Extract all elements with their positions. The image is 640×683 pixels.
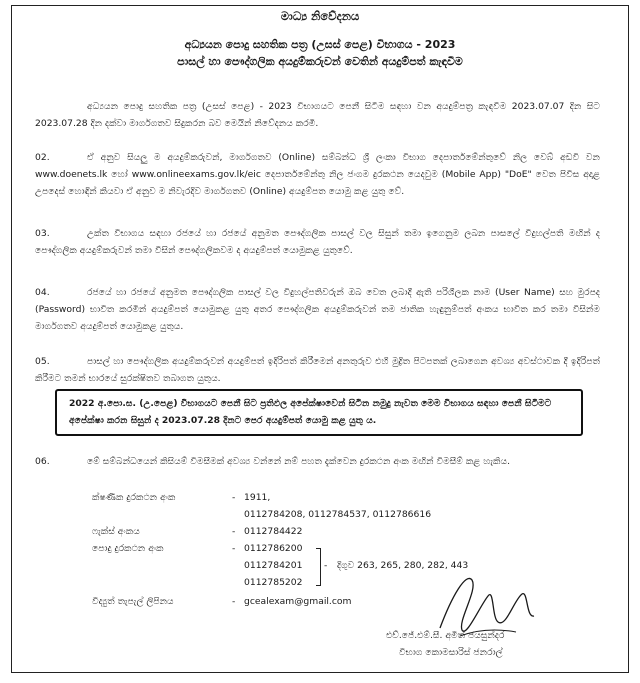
paragraph-03 [35,225,600,259]
paragraph-02 [35,149,600,200]
fax-label: ෆැක්ස් අංකය [92,526,140,537]
paragraph-06-number: 06. [35,456,50,467]
paragraph-03-text: උක්ත විභාගය සඳහා රජයේ හා රජයේ අනුමත පෞද්ගලික පාසල් වල සිසුන් තමා ඉගෙනුම ලබන පාසලේ විදුහල්පති මඟින් ද පෞද්ගලික අයදුම්කරුවන් තමා විසින් පෞද්ගලිකවම ද අයදුම්පත් යොමුකළ යුතුවේ. [35,228,600,256]
paragraph-04 [35,284,600,335]
hotline-numbers: 0112784208, 0112784537, 0112786616 [244,509,432,520]
general-phone-dash: - [232,543,236,554]
highlighted-notice-box [55,389,583,436]
hotline-dash: - [232,492,236,503]
general-phone-3: 0112785202 [244,577,303,588]
hotline-label: ක්ෂණික දුරකථන අංක [92,492,176,503]
paragraph-02-number: 02. [35,152,50,163]
document-title: මාධ්‍ය නිවේදනය [280,9,360,23]
paragraph-04-number: 04. [35,287,50,298]
extension-numbers: දිගුව 263, 265, 280, 282, 443 [337,560,469,571]
paragraph-01-text: අධ්‍යයන පොදු සහතික පත්‍ර (උසස් පෙළ) - 2023 විභාගයට පෙනී සිටීම සඳහා වන අයදුම්පත්‍ර කැඳවීම 2023.07.07 දින සිට 2023.07.28 දින දක්වා මාර්ගගතව සිදුකරන බව මෙයින් නිවේදනය කරමි. [35,101,600,129]
paragraph-05-number: 05. [35,356,50,367]
email-address: gcealexam@gmail.com [244,596,352,607]
paragraph-05-text: පාසල් හා පෞද්ගලික අයදුම්කරුවන් අයදුම්පත් ඉදිරිපත් කිරීමෙන් අනතුරුව එහි මුද්‍රිත පිටපතක් ලබාගෙන අවශ්‍ය අවස්ථාවක දී ඉදිරිපත් කිරීමට තමන් භාරයේ සුරක්ෂිතව තබාගත යුතුය. [35,356,600,384]
email-dash: - [232,596,236,607]
paragraph-05 [35,353,600,387]
notice-text: 2022 අ.පො.ස. (උ.පෙළ) විභාගයට පෙනී සිට ප්‍රතිඵල අපේක්ෂාවෙන් සිටින නමුදු නැවත මෙම විභාගය සඳහා පෙනී සිටීමට අපේක්ෂා කරන සිසුන් ද 2023.07.28 දිනට පෙර අයදුම්පත් යොමු කළ යුතු ය. [69,398,552,426]
press-release-document [11,5,629,673]
phone-group-bracket [316,548,321,586]
paragraph-01 [35,98,600,132]
paragraph-06-text: මේ සම්බන්ධයෙන් කිසියම් විමසීමක් අවශ්‍ය වන්නේ නම් පහත දැක්වෙන දුරකථන අංක මඟින් විමසීම් කළ හැකිය. [87,456,510,467]
email-label: විද්‍යුත් තැපැල් ලිපිනය [92,596,174,607]
hotline-number: 1911, [244,492,271,503]
signatory-name: එච්.ජේ.එම්.සී. අමිත් ජයසුන්දර [386,630,505,641]
paragraph-04-text: රජයේ හා රජයේ අනුමත පෞද්ගලික පාසල් වල විදුහල්පතිවරුන් ඔබ වෙත ලබාදී ඇති පරිශීලක නාම (User Name) සහ මුරපද (Password) භාවිත කරමින් අයදුම්පත් යොමුකළ යුතු අතර පෞද්ගලික අයදුම්කරුවන් තම ජාතික හැඳුනුම්පත් අංකය භාවිත කර තමා විසින්ම මාර්ගගතව අයදුම්පත් යොමුකළ යුතුය. [35,287,600,332]
general-phone-label: පොදු දුරකථන අංක [92,543,164,554]
subject-line: පාසල් හා පෞද්ගලික අයදුම්කරුවන් වෙතින් අයදුම්පත් කැඳවීම [177,55,463,68]
signatory-title: විභාග කොමසාරිස් ජනරාල් [399,647,503,658]
paragraph-03-number: 03. [35,228,50,239]
exam-subtitle: අධ්‍යයන පොදු සහතික පත්‍ර (උසස් පෙළ) විභාගය - 2023 [184,38,456,51]
fax-dash: - [232,526,236,537]
fax-number: 0112784422 [244,526,303,537]
general-phone-1: 0112786200 [244,543,303,554]
extensions-dash: - [324,560,328,571]
paragraph-06 [35,453,600,470]
general-phone-2: 0112784201 [244,560,303,571]
paragraph-02-text: ඒ අනුව සියලු ම අයදුම්කරුවන්, මාර්ගගතව (Online) සම්බන්ධ ශ්‍රී ලංකා විභාග දෙපාර්තමේන්තුවේ නිල වෙබ් අඩවි වන www.doenets.lk හෝ www.onlineexams.gov.lk/eic දෙපාර්තමේන්තු නිල ජංගම දුරකථන යෙදවුම (Mobile App) "DoE" වෙත පිවිස අදාළ උපදෙස් හොඳින් කියවා ඒ අනුව ම නිවැරදිව මාර්ගගතව (Online) අයදුම්පත යොමු කළ යුතු වේ. [35,152,600,197]
